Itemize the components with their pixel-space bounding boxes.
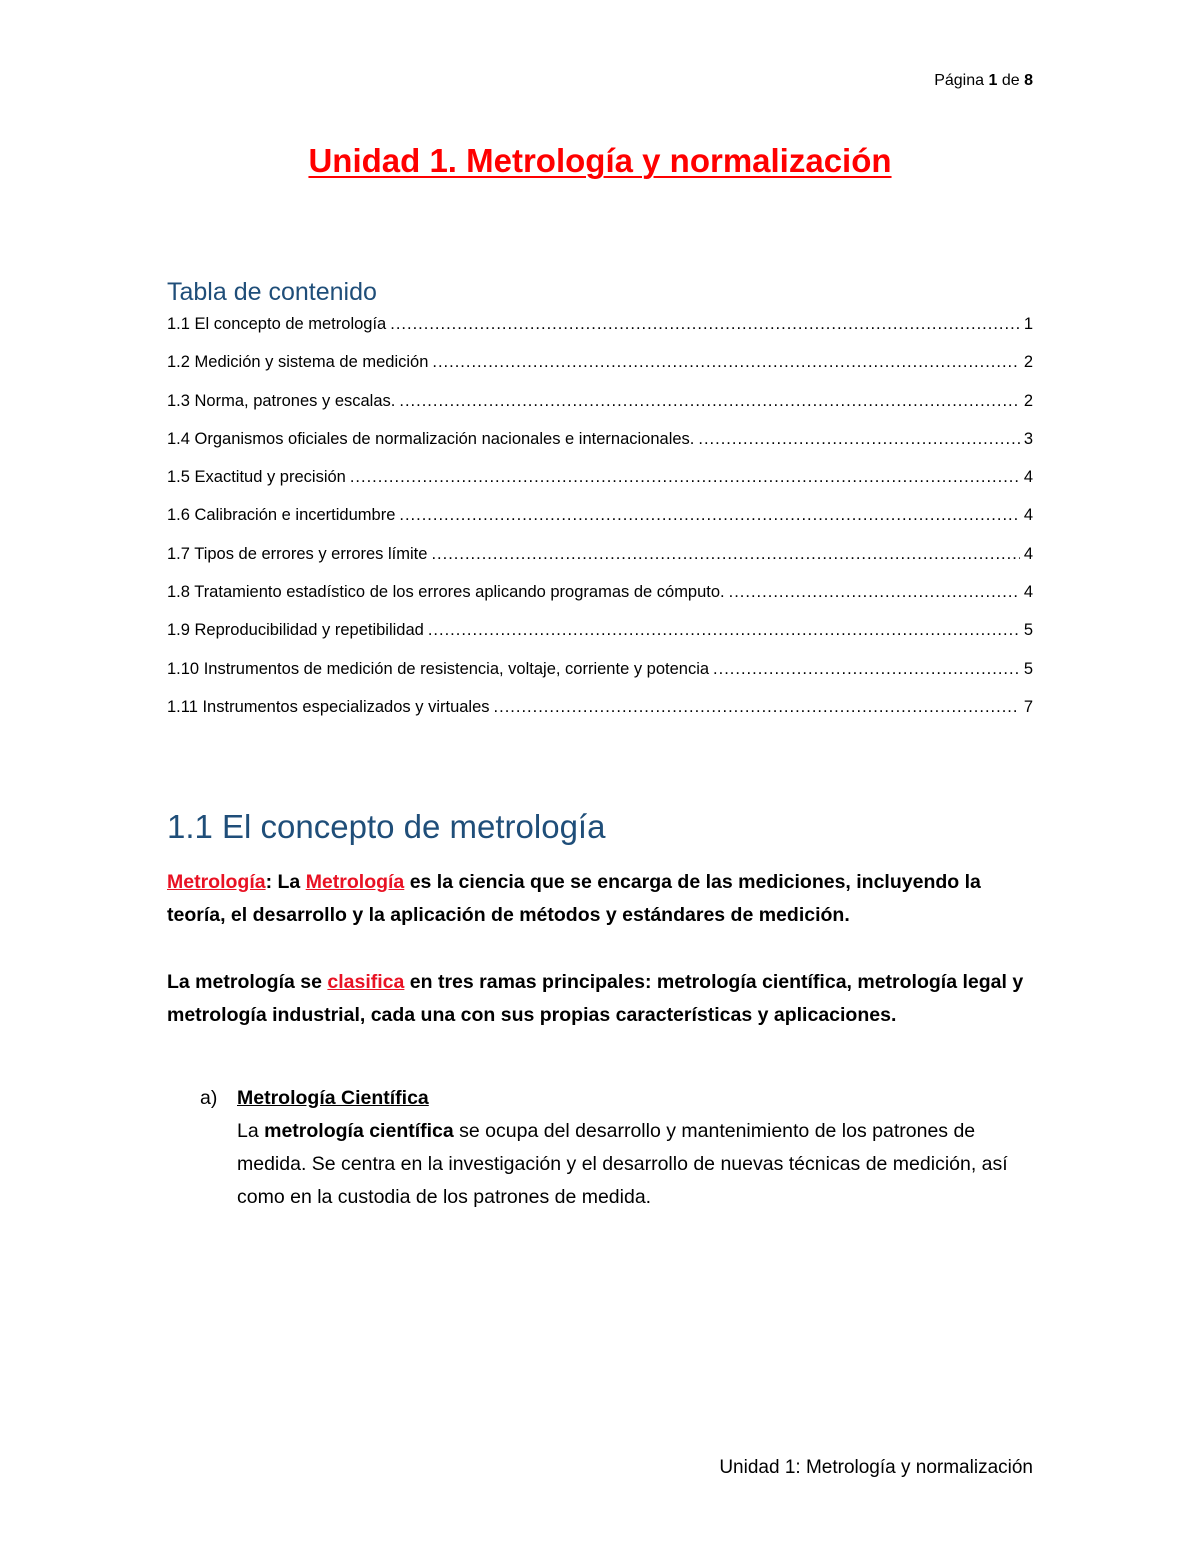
list-item-body	[237, 1082, 1037, 1214]
toc-leader-dots	[431, 545, 1019, 564]
toc-leader-dots	[350, 468, 1020, 487]
toc-entry-page[interactable]: 4	[1023, 544, 1033, 563]
definition-paragraph	[167, 866, 1037, 932]
toc-entry-page[interactable]: 4	[1023, 506, 1033, 525]
toc-entry[interactable]	[167, 468, 1033, 506]
toc-entry-page[interactable]: 3	[1023, 429, 1033, 448]
toc-entry-title[interactable]: 1.8 Tratamiento estadístico de los errores aplicando programas de cómputo.	[167, 583, 725, 602]
toc-entry-title[interactable]: 1.9 Reproducibilidad y repetibilidad	[167, 621, 424, 640]
toc-entry[interactable]	[167, 545, 1033, 583]
page-footer: Unidad 1: Metrología y normalización	[719, 1457, 1033, 1478]
toc-entry-page[interactable]: 2	[1023, 353, 1033, 372]
toc-leader-dots	[713, 660, 1020, 679]
list-marker: a)	[200, 1087, 218, 1109]
toc-entry-page[interactable]: 5	[1023, 621, 1033, 640]
classification-intro: La metrología se	[167, 971, 328, 993]
toc-entry-title[interactable]: 1.1 El concepto de metrología	[167, 315, 387, 333]
term-clasifica: clasifica	[327, 971, 405, 993]
toc-entry-title[interactable]: 1.7 Tipos de errores y errores límite	[167, 544, 428, 563]
toc-entry-title[interactable]: 1.5 Exactitud y precisión	[167, 468, 346, 487]
classification-text: en tres ramas principales: metrología científica, metrología legal y metrología industrial, cada una con sus propias características y aplicaciones.	[167, 971, 1024, 1026]
toc-leader-dots	[494, 698, 1020, 717]
term-metrologia: Metrología	[167, 871, 266, 893]
toc-leader-dots	[432, 353, 1019, 372]
toc-entry-title[interactable]: 1.6 Calibración e incertidumbre	[167, 506, 396, 525]
definition-text: es la ciencia que se encarga de las mediciones, incluyendo la teoría, el desarrollo y la aplicación de métodos y estándares de medición.	[167, 871, 981, 926]
toc-entry-title[interactable]: 1.4 Organismos oficiales de normalización nacionales e internacionales.	[167, 429, 695, 448]
toc-entry-page[interactable]: 2	[1023, 391, 1033, 410]
toc-leader-dots	[390, 315, 1020, 334]
toc-entry[interactable]	[167, 698, 1033, 736]
list-item-title: Metrología Científica	[237, 1087, 429, 1109]
desc-intro: La	[237, 1120, 265, 1142]
toc-entry-page[interactable]: 7	[1023, 697, 1033, 716]
toc-leader-dots	[399, 392, 1019, 411]
toc-entry-title[interactable]: 1.10 Instrumentos de medición de resistencia, voltaje, corriente y potencia	[167, 659, 710, 678]
toc-leader-dots	[729, 583, 1020, 602]
toc-leader-dots	[698, 430, 1019, 449]
toc-entry[interactable]	[167, 430, 1033, 468]
toc-entry[interactable]	[167, 506, 1033, 544]
toc-heading: Tabla de contenido	[167, 278, 377, 306]
toc-entry-title[interactable]: 1.2 Medición y sistema de medición	[167, 353, 429, 372]
list-item-description	[237, 1115, 1037, 1214]
toc-entry[interactable]	[167, 315, 1033, 353]
toc-entry[interactable]	[167, 353, 1033, 391]
section-heading: 1.1 El concepto de metrología	[167, 808, 606, 845]
page-label: Página	[934, 72, 985, 89]
term-metrologia-2: Metrología	[305, 871, 405, 893]
toc-entry-page[interactable]: 5	[1023, 659, 1033, 678]
desc-text: se ocupa del desarrollo y mantenimiento de los patrones de medida. Se centra en la investigación y el desarrollo de nuevas técnicas de medición, así como en la custodia de los patrones de medida.	[237, 1120, 1008, 1208]
toc-entry-page[interactable]: 1	[1023, 315, 1033, 333]
toc-leader-dots	[428, 621, 1020, 640]
toc-entry[interactable]	[167, 621, 1033, 659]
toc-entry[interactable]	[167, 660, 1033, 698]
toc-entry-title[interactable]: 1.11 Instrumentos especializados y virtuales	[167, 697, 490, 716]
toc-entry[interactable]	[167, 583, 1033, 621]
classification-paragraph	[167, 966, 1037, 1032]
toc-entry[interactable]	[167, 392, 1033, 430]
toc-entry-page[interactable]: 4	[1023, 583, 1033, 602]
toc-leader-dots	[399, 506, 1019, 525]
page-number-header	[934, 72, 1033, 90]
total-pages-number: 8	[1024, 72, 1033, 89]
of-label: de	[1001, 72, 1020, 89]
table-of-contents	[167, 315, 1033, 736]
toc-entry-page[interactable]: 4	[1023, 468, 1033, 487]
desc-term: metrología científica	[264, 1120, 454, 1142]
document-title: Unidad 1. Metrología y normalización	[308, 142, 892, 179]
current-page-number: 1	[988, 72, 998, 89]
toc-entry-title[interactable]: 1.3 Norma, patrones y escalas.	[167, 391, 396, 410]
definition-colon: : La	[265, 871, 306, 893]
